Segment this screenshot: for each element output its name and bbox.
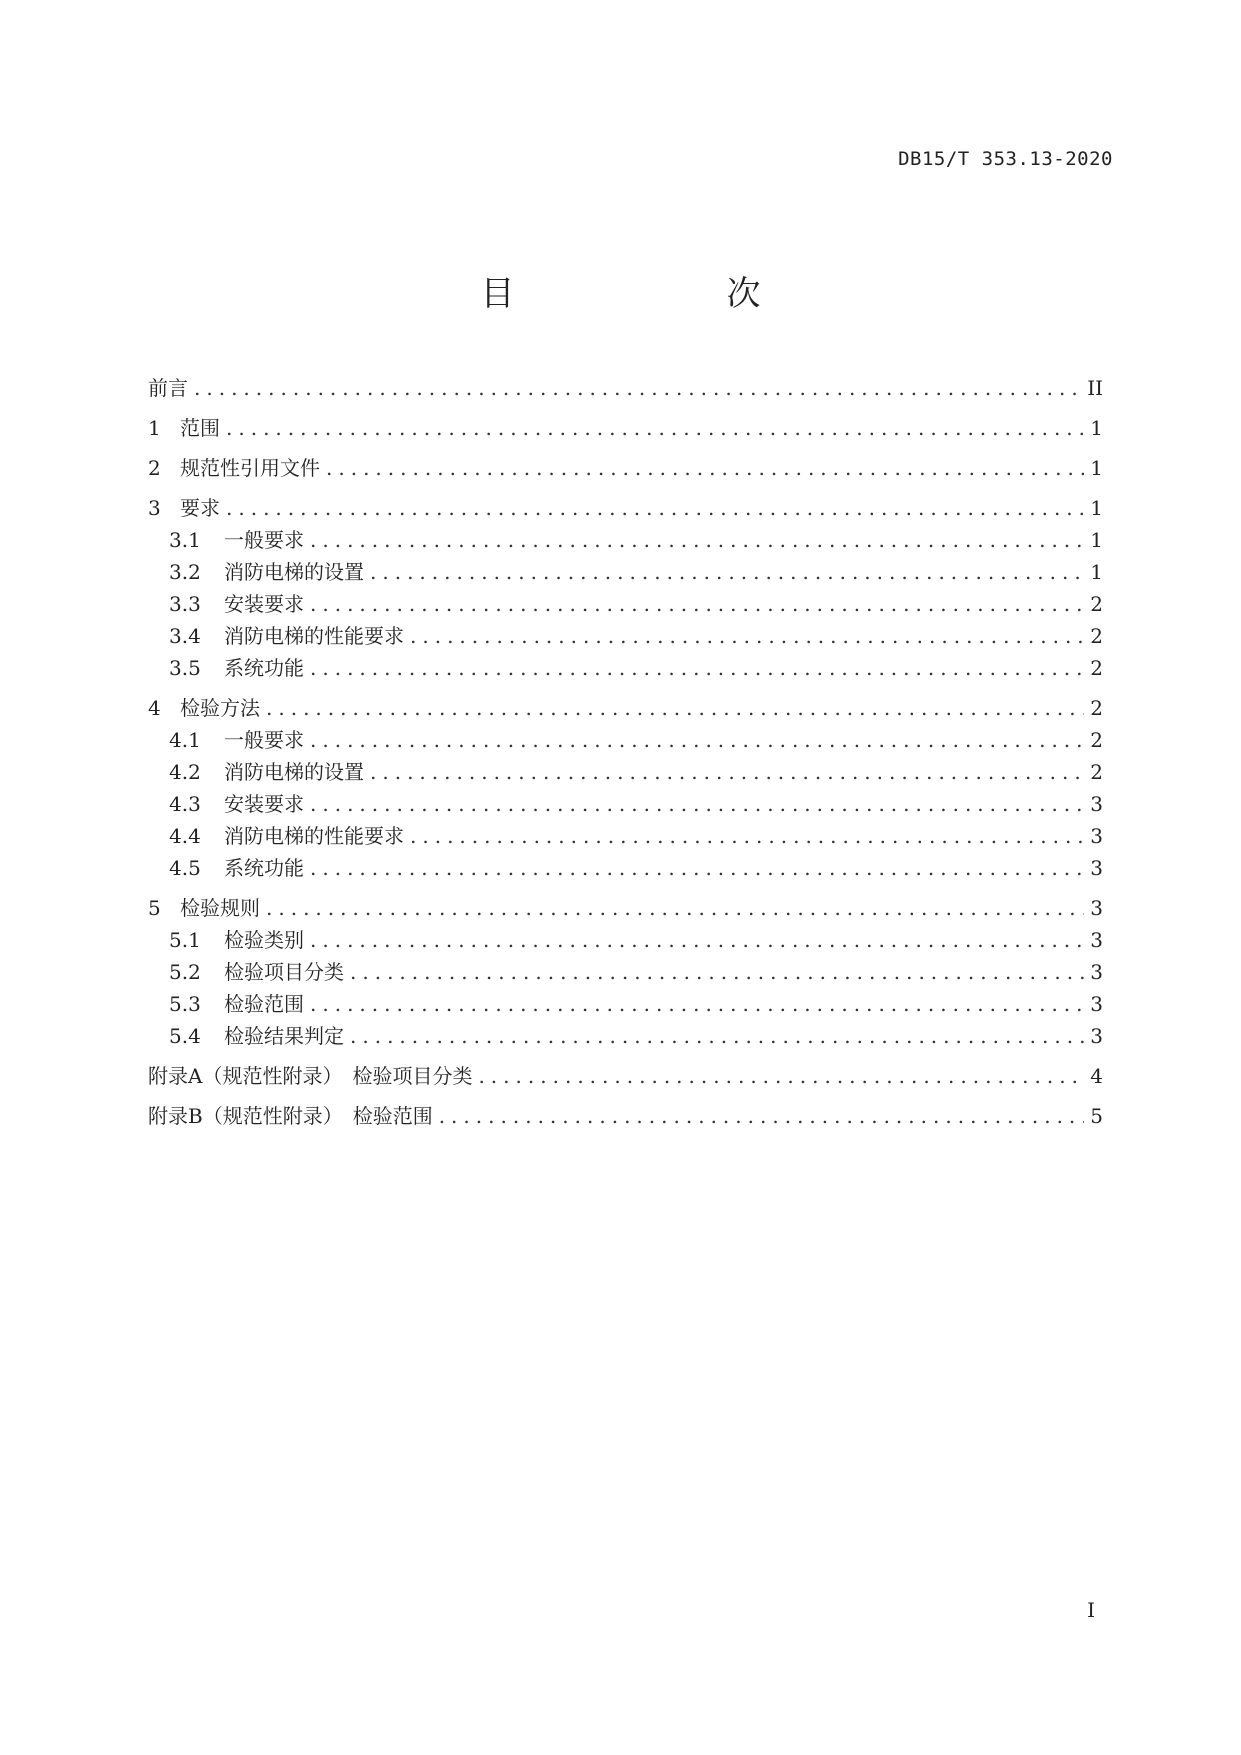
toc-leader xyxy=(310,988,1084,1020)
toc-leader xyxy=(310,924,1084,956)
toc-entry-page: II xyxy=(1087,376,1103,400)
toc-entry-page: 1 xyxy=(1090,456,1103,480)
toc-entry-label: 系统功能 xyxy=(224,656,304,680)
toc-entry-page: 2 xyxy=(1090,760,1103,784)
toc-leader xyxy=(439,1100,1085,1132)
toc-entry-page: 2 xyxy=(1090,624,1103,648)
toc-leader xyxy=(310,588,1084,620)
toc-leader xyxy=(226,492,1084,524)
toc-entry-label: 一般要求 xyxy=(224,528,304,552)
toc-entry-label: 规范性引用文件 xyxy=(180,456,320,480)
toc-entry-label: 系统功能 xyxy=(224,856,304,880)
toc-subentry[interactable] xyxy=(148,556,1103,588)
toc-entry-page: 1 xyxy=(1090,496,1103,520)
toc-subentry[interactable] xyxy=(148,852,1103,884)
toc-entry-page: 3 xyxy=(1090,792,1103,816)
toc-entry-number: 4 xyxy=(148,696,161,720)
toc-entry-number: 3.3 xyxy=(169,592,201,616)
toc-subentry[interactable] xyxy=(148,788,1103,820)
toc-entry-label: 消防电梯的性能要求 xyxy=(224,624,404,648)
toc-entry-label: 范围 xyxy=(180,416,220,440)
toc-entry-number: 4.5 xyxy=(169,856,201,880)
toc-subentry[interactable] xyxy=(148,988,1103,1020)
toc-subentry[interactable] xyxy=(148,588,1103,620)
toc-entry-appendix-a[interactable] xyxy=(148,1060,1103,1092)
toc-entry-page: 3 xyxy=(1090,856,1103,880)
toc-entry-page: 3 xyxy=(1090,960,1103,984)
toc-entry-label: 检验类别 xyxy=(224,928,304,952)
toc-entry-page: 2 xyxy=(1090,656,1103,680)
toc-subentry[interactable] xyxy=(148,1020,1103,1052)
toc-subentry[interactable] xyxy=(148,524,1103,556)
toc-leader xyxy=(226,412,1084,444)
toc-entry-label: 检验方法 xyxy=(180,696,260,720)
toc-leader xyxy=(326,452,1084,484)
toc-entry-page: 3 xyxy=(1090,824,1103,848)
toc-entry-label: 要求 xyxy=(180,496,220,520)
toc-entry-page: 1 xyxy=(1090,528,1103,552)
toc-entry[interactable] xyxy=(148,692,1103,724)
page-number: I xyxy=(1087,1598,1095,1622)
toc-entry-number: 3 xyxy=(148,496,161,520)
toc-entry-page: 2 xyxy=(1090,728,1103,752)
toc-entry-number: 4.3 xyxy=(169,792,201,816)
toc-leader xyxy=(266,692,1084,724)
toc-leader xyxy=(194,372,1081,404)
toc-leader xyxy=(370,756,1084,788)
toc-entry-page: 1 xyxy=(1090,416,1103,440)
toc-entry-page: 4 xyxy=(1090,1064,1103,1088)
toc-entry-number: 5.3 xyxy=(169,992,201,1016)
toc-entry-number: 3.4 xyxy=(169,624,201,648)
toc-leader xyxy=(310,652,1084,684)
toc-entry[interactable] xyxy=(148,372,1103,404)
toc-entry-page: 3 xyxy=(1090,896,1103,920)
toc-leader xyxy=(310,852,1084,884)
toc-entry-number: 4.4 xyxy=(169,824,201,848)
toc-entry[interactable] xyxy=(148,412,1103,444)
toc-entry-number: 5 xyxy=(148,896,161,920)
toc-leader xyxy=(370,556,1084,588)
toc-entry-page: 3 xyxy=(1090,992,1103,1016)
page-title: 目 次 xyxy=(480,274,809,314)
toc-entry-number: 4.2 xyxy=(169,760,201,784)
toc-leader xyxy=(266,892,1084,924)
toc-entry[interactable] xyxy=(148,452,1103,484)
toc-entry-page: 5 xyxy=(1090,1104,1103,1128)
toc-subentry[interactable] xyxy=(148,820,1103,852)
toc-entry-appendix-b[interactable] xyxy=(148,1100,1103,1132)
toc-entry[interactable] xyxy=(148,892,1103,924)
toc-entry-number: 2 xyxy=(148,456,161,480)
toc-entry-label: 消防电梯的性能要求 xyxy=(224,824,404,848)
toc-entry-label: 一般要求 xyxy=(224,728,304,752)
toc-leader xyxy=(310,788,1084,820)
toc-entry-label: 安装要求 xyxy=(224,592,304,616)
toc-entry-page: 1 xyxy=(1090,560,1103,584)
toc-entry-label: 前言 xyxy=(148,376,188,400)
toc-entry-number: 3.2 xyxy=(169,560,201,584)
toc-entry-label: 消防电梯的设置 xyxy=(224,560,364,584)
toc-leader xyxy=(410,820,1084,852)
toc-entry-number: 5.1 xyxy=(169,928,201,952)
toc-leader xyxy=(310,524,1084,556)
toc-entry-page: 2 xyxy=(1090,592,1103,616)
toc-entry-number: 1 xyxy=(148,416,161,440)
toc-entry-label: 安装要求 xyxy=(224,792,304,816)
standard-code: DB15/T 353.13-2020 xyxy=(898,148,1113,170)
toc-entry-label: 检验范围 xyxy=(224,992,304,1016)
toc-subentry[interactable] xyxy=(148,652,1103,684)
toc-entry-page: 2 xyxy=(1090,696,1103,720)
table-of-contents xyxy=(148,372,1103,1132)
toc-subentry[interactable] xyxy=(148,924,1103,956)
toc-entry-label: 消防电梯的设置 xyxy=(224,760,364,784)
toc-subentry[interactable] xyxy=(148,620,1103,652)
toc-leader xyxy=(350,956,1084,988)
toc-entry-label: 检验项目分类 xyxy=(224,960,344,984)
toc-entry-label: 检验结果判定 xyxy=(224,1024,344,1048)
toc-entry-page: 3 xyxy=(1090,928,1103,952)
toc-leader xyxy=(350,1020,1084,1052)
toc-subentry[interactable] xyxy=(148,956,1103,988)
toc-leader xyxy=(478,1060,1084,1092)
toc-entry-label: 检验规则 xyxy=(180,896,260,920)
toc-entry-number: 3.1 xyxy=(169,528,201,552)
toc-entry[interactable] xyxy=(148,492,1103,524)
toc-subentry[interactable] xyxy=(148,724,1103,756)
toc-entry-label: 附录A（规范性附录） 检验项目分类 xyxy=(148,1064,473,1088)
toc-leader xyxy=(310,724,1084,756)
toc-entry-number: 5.4 xyxy=(169,1024,201,1048)
toc-entry-number: 3.5 xyxy=(169,656,201,680)
toc-entry-number: 4.1 xyxy=(169,728,201,752)
toc-entry-number: 5.2 xyxy=(169,960,201,984)
toc-subentry[interactable] xyxy=(148,756,1103,788)
toc-entry-page: 3 xyxy=(1090,1024,1103,1048)
toc-entry-label: 附录B（规范性附录） 检验范围 xyxy=(148,1104,433,1128)
toc-leader xyxy=(410,620,1084,652)
